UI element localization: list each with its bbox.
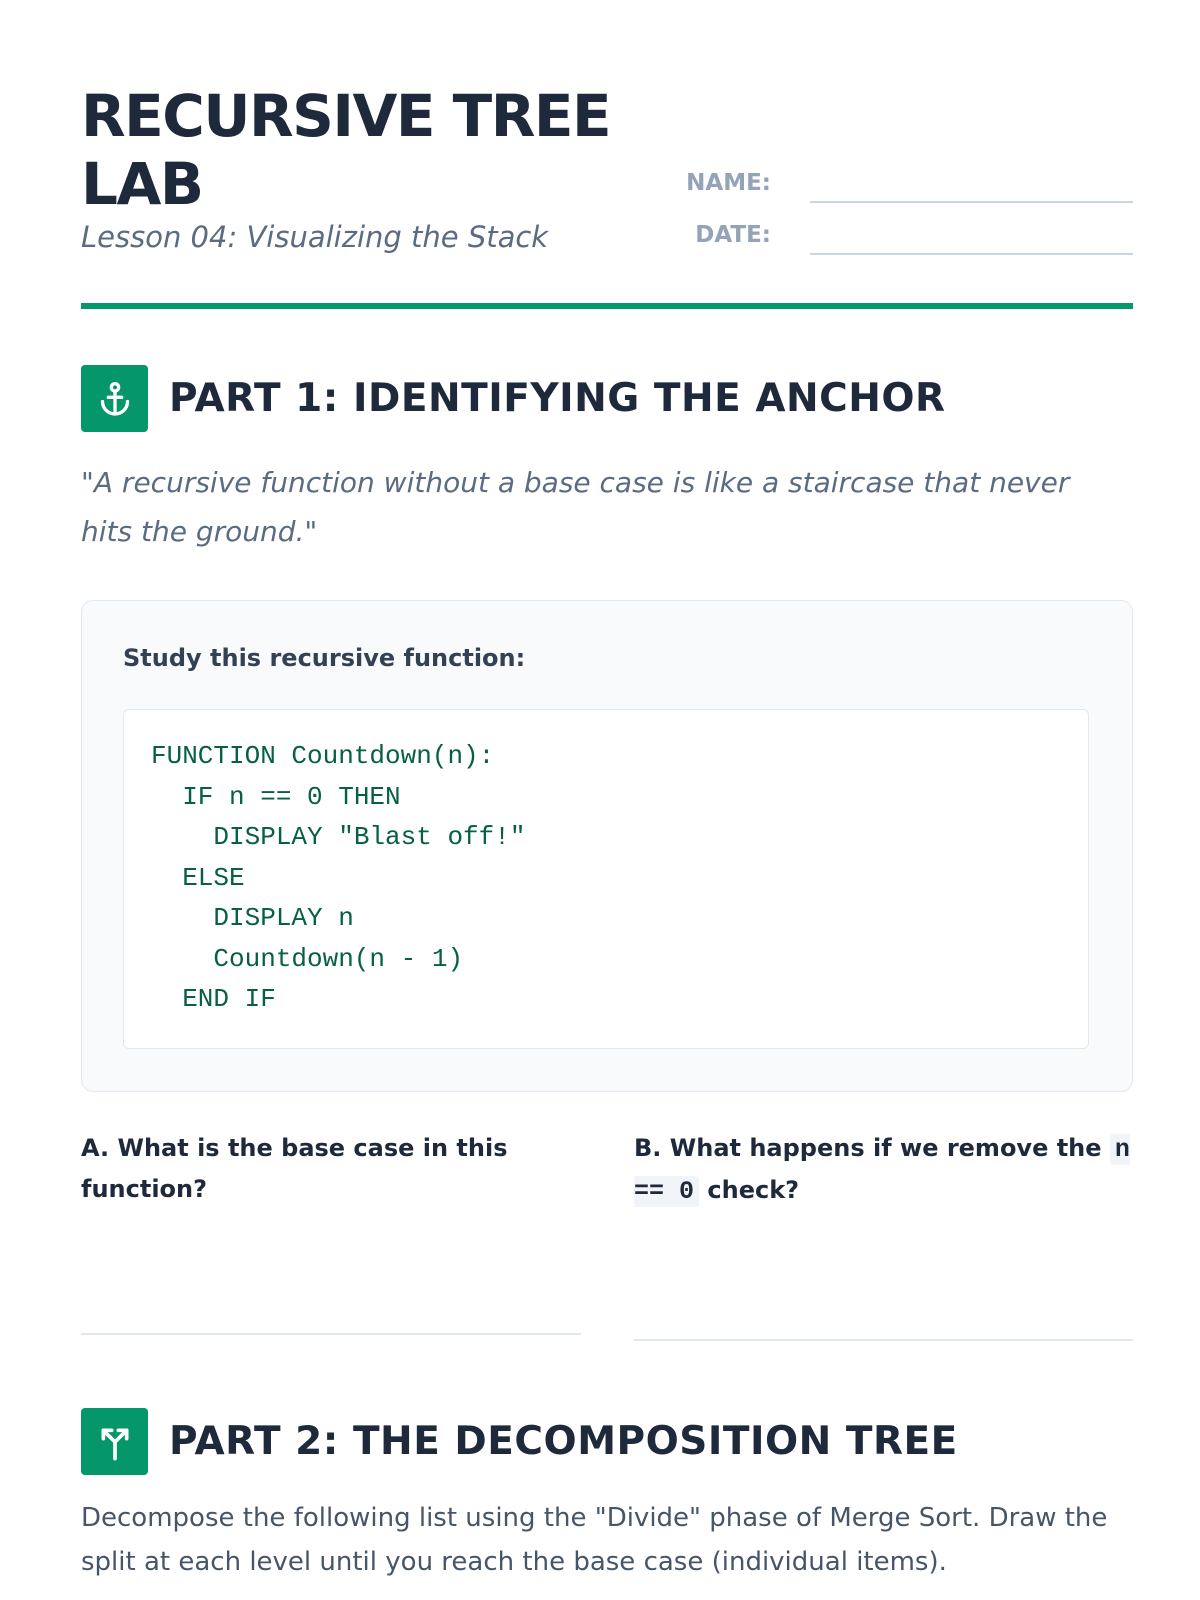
answer-b-field[interactable]: [634, 1339, 1133, 1341]
date-field[interactable]: [810, 253, 1133, 255]
part2-title: PART 2: THE DECOMPOSITION TREE: [169, 1419, 958, 1464]
question-a: A. What is the base case in this function?: [81, 1134, 508, 1203]
name-field[interactable]: [810, 201, 1133, 203]
part1-title: PART 1: IDENTIFYING THE ANCHOR: [169, 376, 946, 421]
part1-heading: [81, 365, 1133, 433]
page-title: RECURSIVE TREE LAB: [81, 82, 611, 218]
part2-heading: [81, 1408, 1133, 1476]
date-label: DATE:: [695, 222, 771, 248]
worksheet-header: [81, 82, 1133, 312]
question-b-code: n == 0: [634, 1135, 1130, 1206]
part2-instructions: Decompose the following list using the "Divide" phase of Merge Sort. Draw the split at each level until you reach the base case (individual items).: [81, 1503, 1108, 1577]
code-block: [123, 709, 1089, 1049]
question-b-prefix: B. What happens if we remove the: [634, 1134, 1102, 1162]
name-label: NAME:: [686, 170, 771, 196]
split-arrows-icon: [81, 1408, 148, 1475]
anchor-icon: [81, 365, 148, 432]
part1-quote: "A recursive function without a base case is like a staircase that never hits the ground.": [81, 466, 1070, 548]
page-subtitle: Lesson 04: Visualizing the Stack: [81, 220, 549, 254]
answer-a-field[interactable]: [81, 1333, 581, 1335]
question-b: [634, 1128, 1133, 1212]
question-b-suffix: check?: [707, 1176, 800, 1204]
code-study-panel: [81, 600, 1133, 1092]
header-divider: [81, 303, 1133, 309]
code-text: FUNCTION Countdown(n): IF n == 0 THEN DISPLAY "Blast off!" ELSE DISPLAY n Countdown(n - 1) END IF: [151, 741, 526, 1014]
code-panel-label: Study this recursive function:: [123, 644, 526, 672]
